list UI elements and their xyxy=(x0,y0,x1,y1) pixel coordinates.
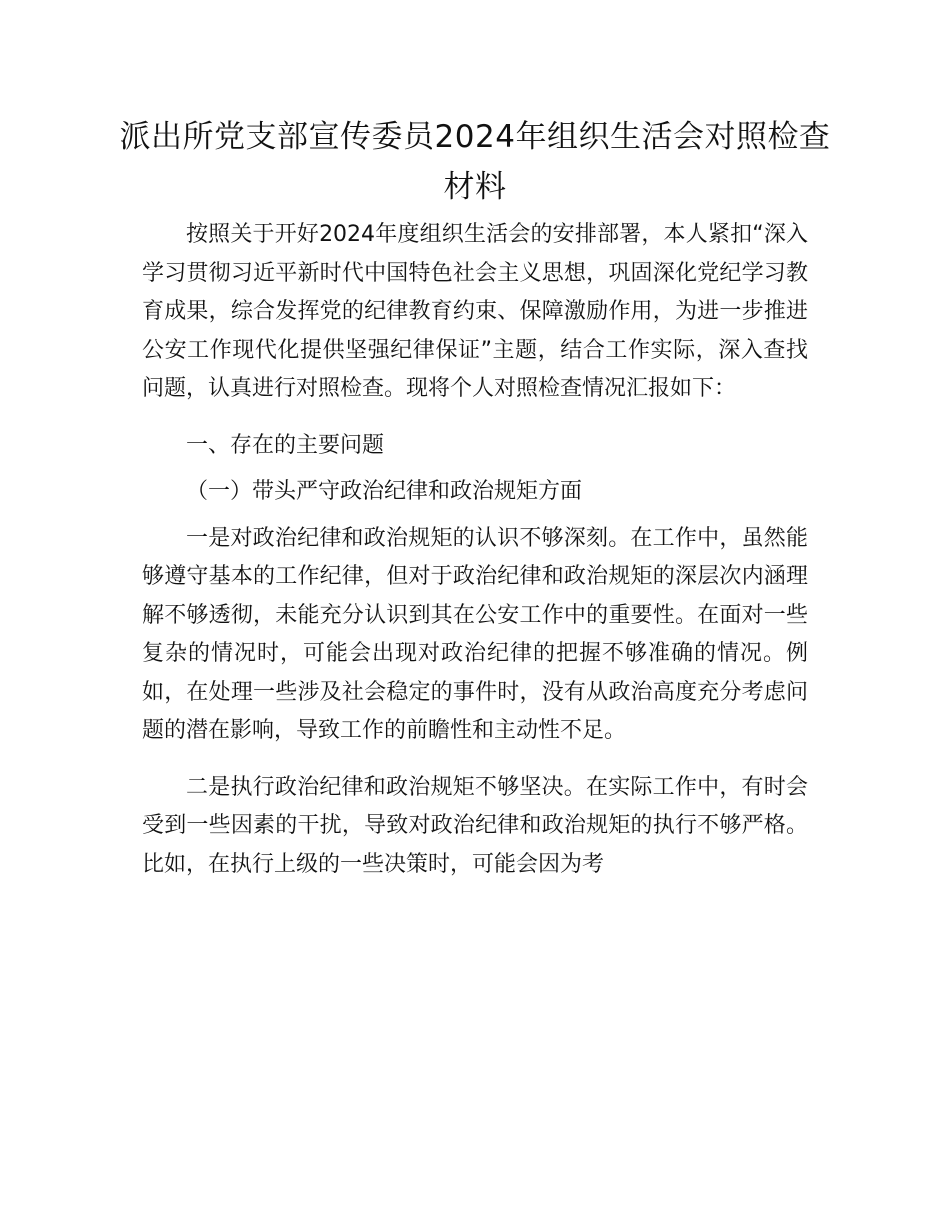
body-paragraph-2: 二是执行政治纪律和政治规矩不够坚决。在实际工作中，有时会受到一些因素的干扰，导致对政治纪律和政治规矩的执行不够严格。比如，在执行上级的一些决策时，可能会因为考 xyxy=(142,774,808,877)
subsection-heading-political-discipline: （一）带头严守政治纪律和政治规矩方面 xyxy=(186,479,583,504)
intro-paragraph: 按照关于开好2024年度组织生活会的安排部署，本人紧扣“深入学习贯彻习近平新时代中国特色社会主义思想，巩固深化党纪学习教育成果，综合发挥党的纪律教育约束、保障激励作用，为进一步推进公安工作现代化提供坚强纪律保证”主题，结合工作实际，深入查找问题，认真进行对照检查。现将个人对照检查情况汇报如下： xyxy=(142,222,808,401)
document-title: 派出所党支部宣传委员2024年组织生活会对照检查材料 xyxy=(119,119,831,205)
body-paragraph-1: 一是对政治纪律和政治规矩的认识不够深刻。在工作中，虽然能够遵守基本的工作纪律，但对于政治纪律和政治规矩的深层次内涵理解不够透彻，未能充分认识到其在公安工作中的重要性。在面对一些复杂的情况时，可能会出现对政治纪律的把握不够准确的情况。例如，在处理一些涉及社会稳定的事件时，没有从政治高度充分考虑问题的潜在影响，导致工作的前瞻性和主动性不足。 xyxy=(142,525,808,743)
section-heading-problems: 一、存在的主要问题 xyxy=(186,432,385,458)
document-body xyxy=(142,216,808,884)
